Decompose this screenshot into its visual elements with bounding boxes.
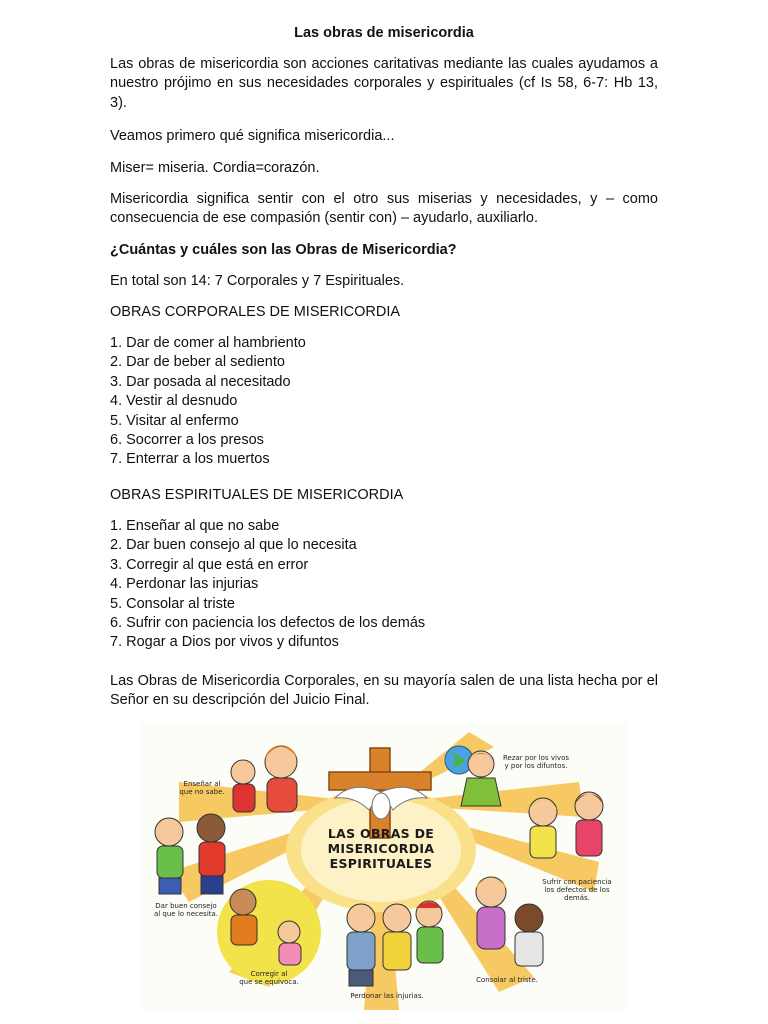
list-item: 7. Rogar a Dios por vivos y difuntos <box>110 634 339 651</box>
center-title-line: MISERICORDIA <box>327 841 435 856</box>
list-item: 1. Dar de comer al hambriento <box>110 335 306 351</box>
question-heading: ¿Cuántas y cuáles son las Obras de Misericordia? <box>110 242 457 258</box>
document-title: Las obras de misericordia <box>294 25 474 41</box>
caption-perdonar: Perdonar las injurias. <box>350 992 424 1000</box>
list-item: 1. Enseñar al que no sabe <box>110 518 280 534</box>
caption-rezar: Rezar por los vivos y por los difuntos. <box>502 754 569 770</box>
caption-consolar: Consolar al triste. <box>476 976 538 984</box>
cross-horizontal <box>329 772 431 790</box>
caption-sufrir: Sufrir con paciencia los defectos de los demás. <box>542 878 612 902</box>
list-item: 6. Sufrir con paciencia los defectos de los demás <box>110 615 426 632</box>
significa-paragraph: Misericordia significa sentir con el otro sus miserias y necesidades, y – como consecuencia de ese compasión (sentir con) – ayudarlo, auxiliarlo. <box>110 191 658 227</box>
corporales-list <box>110 334 658 470</box>
center-title-line: LAS OBRAS DE <box>327 826 435 841</box>
list-item: 2. Dar buen consejo al que lo necesita <box>110 537 357 554</box>
list-item: 5. Consolar al triste <box>110 595 235 612</box>
caption-corregir: Corregir al que se equivoca. <box>239 970 299 986</box>
list-item: 4. Vestir al desnudo <box>110 393 238 410</box>
list-item: 3. Dar posada al necesitado <box>110 373 291 390</box>
espirituales-heading: OBRAS ESPIRITUALES DE MISERICORDIA <box>110 487 404 503</box>
list-item: 6. Socorrer a los presos <box>110 432 264 449</box>
miser-paragraph: Miser= miseria. Cordia=corazón. <box>110 160 320 176</box>
total-paragraph: En total son 14: 7 Corporales y 7 Espirituales. <box>110 273 405 289</box>
espirituales-list <box>110 517 658 653</box>
caption-ensenar: Enseñar al que no sabe. <box>179 780 225 796</box>
list-item: 4. Perdonar las injurias <box>110 576 259 593</box>
intro-paragraph: Las obras de misericordia son acciones caritativas mediante las cuales ayudamos a nuestro prójimo en sus necesidades corporales y espirituales (cf Is 58, 6-7: Hb 13, 3). <box>110 56 658 111</box>
list-item: 2. Dar de beber al sediento <box>110 354 285 371</box>
center-title-line: ESPIRITUALES <box>329 856 433 871</box>
veamos-paragraph: Veamos primero qué significa misericordia... <box>110 128 395 144</box>
closing-paragraph: Las Obras de Misericordia Corporales, en su mayoría salen de una lista hecha por el Señor en su descripción del Juicio Final. <box>110 673 658 709</box>
illustration-center-title <box>317 826 445 871</box>
list-item: 7. Enterrar a los muertos <box>110 451 270 468</box>
list-item: 5. Visitar al enfermo <box>110 412 239 429</box>
caption-consejo: Dar buen consejo al que lo necesita. <box>153 902 219 918</box>
list-item: 3. Corregir al que está en error <box>110 556 309 573</box>
obras-espirituales-illustration <box>139 722 628 1010</box>
corporales-heading: OBRAS CORPORALES DE MISERICORDIA <box>110 304 401 320</box>
